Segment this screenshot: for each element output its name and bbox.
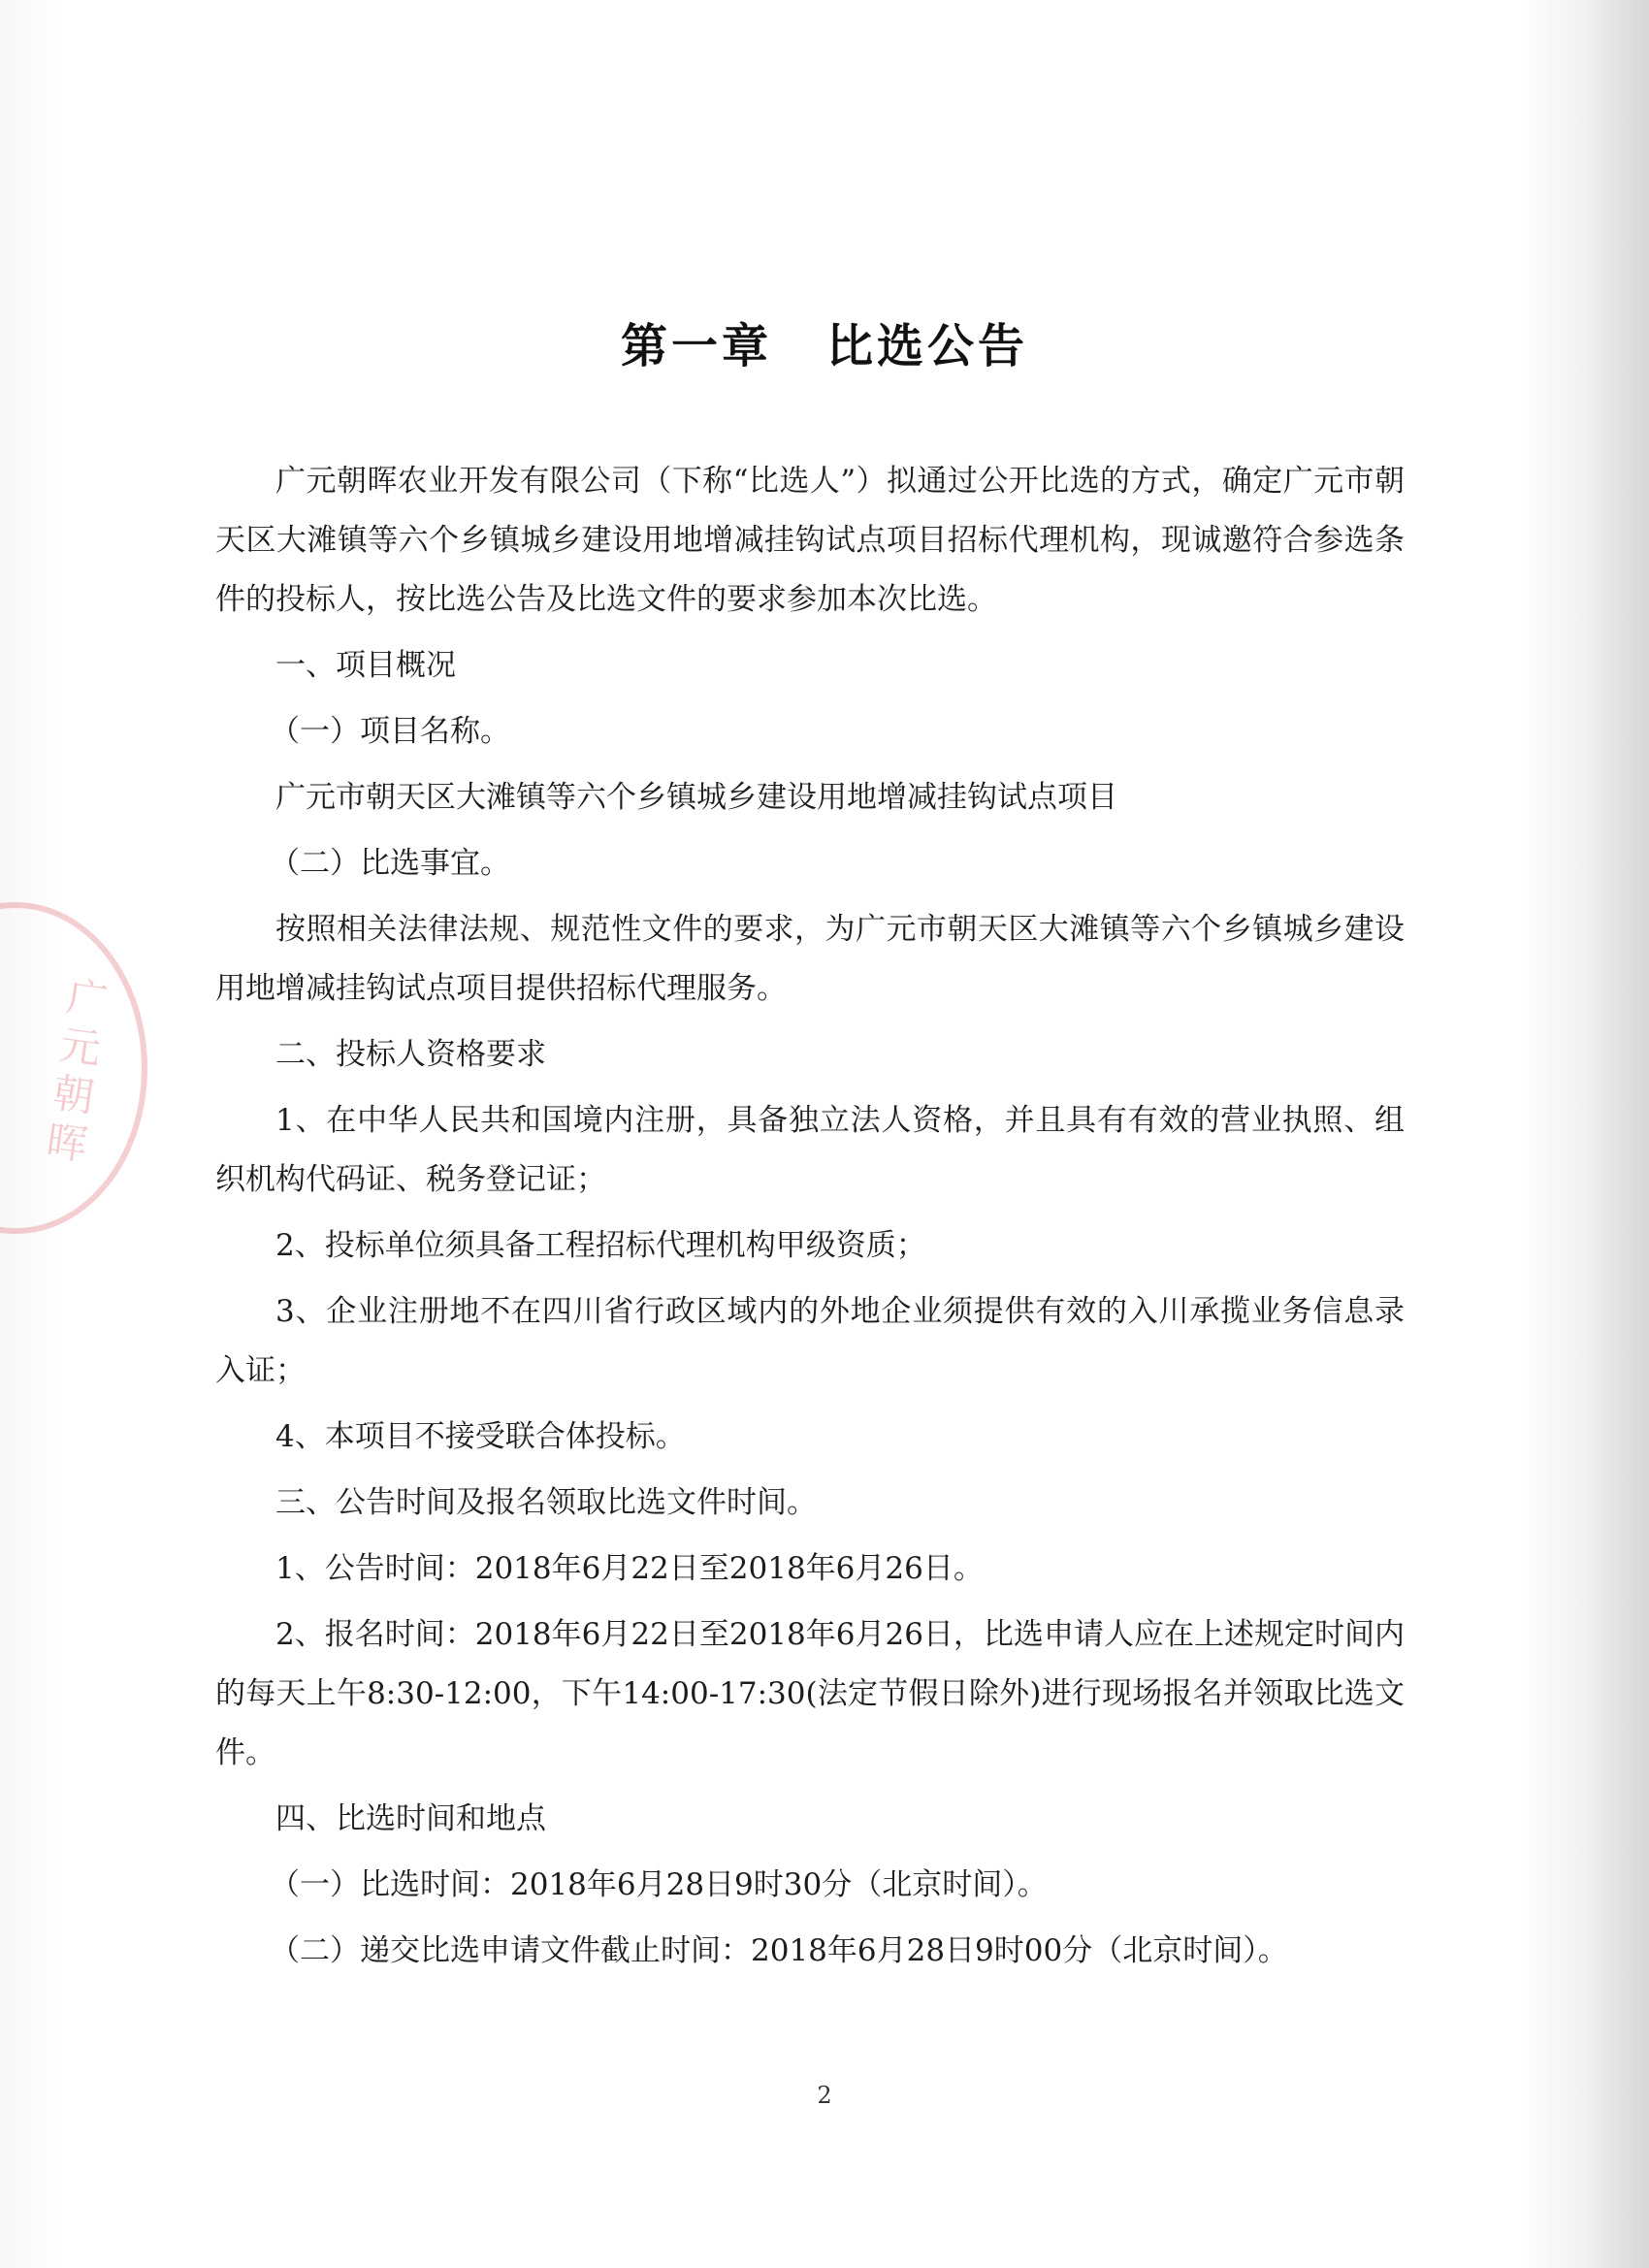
- announcement-time-item-1: 1、公告时间：2018年6月22日至2018年6月26日。: [275, 1551, 984, 1586]
- selection-matters-paragraph: 按照相关法律法规、规范性文件的要求，为广元市朝天区大滩镇等六个乡镇城乡建设用地增减挂钩试点项目提供招标代理服务。: [215, 912, 1405, 1006]
- page-number: 2: [817, 2082, 832, 2109]
- red-seal-fragment: [0, 902, 147, 1234]
- chapter-number: 第一章: [620, 319, 772, 373]
- subheading-selection-matters: （二）比选事宜。: [270, 846, 510, 881]
- document-body: [215, 452, 1405, 1988]
- intro-paragraph: 广元朝晖农业开发有限公司（下称“比选人”）拟通过公开比选的方式，确定广元市朝天区大滩镇等六个乡镇城乡建设用地增减挂钩试点项目招标代理机构，现诚邀符合参选条件的投标人，按比选公告及比选文件的要求参加本次比选。: [215, 464, 1405, 617]
- qualification-item-2: 2、投标单位须具备工程招标代理机构甲级资质；: [275, 1228, 926, 1263]
- subheading-project-name: （一）项目名称。: [270, 714, 510, 749]
- seal-text: 广元朝晖: [37, 973, 112, 1173]
- qualification-item-3: 3、企业注册地不在四川省行政区域内的外地企业须提供有效的入川承揽业务信息录入证；: [215, 1294, 1405, 1388]
- section-heading-project-overview: 一、项目概况: [275, 648, 456, 683]
- selection-time-item-2: （二）递交比选申请文件截止时间：2018年6月28日9时00分（北京时间）。: [270, 1933, 1288, 1968]
- qualification-item-1: 1、在中华人民共和国境内注册，具备独立法人资格，并且具有有效的营业执照、组织机构代码证、税务登记证；: [215, 1103, 1405, 1197]
- section-heading-announcement-time: 三、公告时间及报名领取比选文件时间。: [275, 1485, 817, 1520]
- project-name: 广元市朝天区大滩镇等六个乡镇城乡建设用地增减挂钩试点项目: [275, 780, 1117, 815]
- section-heading-selection-time-place: 四、比选时间和地点: [275, 1801, 546, 1836]
- section-heading-qualifications: 二、投标人资格要求: [275, 1037, 546, 1072]
- selection-time-item-1: （一）比选时间：2018年6月28日9时30分（北京时间）。: [270, 1867, 1048, 1902]
- qualification-item-4: 4、本项目不接受联合体投标。: [275, 1419, 686, 1454]
- chapter-title: [0, 308, 1649, 375]
- announcement-time-item-2: 2、报名时间：2018年6月22日至2018年6月26日，比选申请人应在上述规定时间内的每天上午8:30-12:00，下午14:00-17:30(法定节假日除外)进行现场报名并领取比选文件。: [215, 1617, 1405, 1770]
- chapter-name: 比选公告: [826, 319, 1029, 373]
